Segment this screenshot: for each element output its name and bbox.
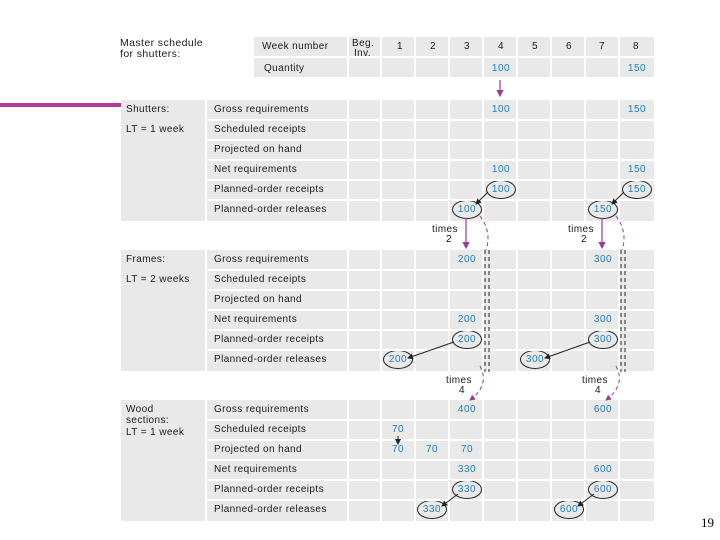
week-7: 7 bbox=[599, 41, 605, 52]
wood-onhand-wk3: 70 bbox=[460, 444, 474, 455]
week-2: 2 bbox=[430, 41, 436, 52]
wood-net-wk7: 600 bbox=[593, 464, 613, 475]
beg-inv-line1: Beg. bbox=[352, 38, 375, 49]
frames-lead-time: LT = 2 weeks bbox=[126, 274, 190, 285]
wood-receipts-wk7: 600 bbox=[593, 484, 613, 495]
shutters-row-releases: Planned-order releases bbox=[214, 204, 327, 215]
frames-times-label-2: times bbox=[582, 375, 608, 386]
frames-name: Frames: bbox=[126, 254, 166, 265]
shutters-releases-wk3: 100 bbox=[457, 204, 477, 215]
wood-lead-time: LT = 1 week bbox=[126, 427, 185, 438]
wood-onhand-wk2: 70 bbox=[425, 444, 439, 455]
quantity-label: Quantity bbox=[264, 63, 305, 74]
wood-name-line2: sections: bbox=[126, 415, 170, 426]
shutters-gross-wk8: 150 bbox=[627, 104, 647, 115]
wood-row-net: Net requirements bbox=[214, 464, 298, 475]
shutters-lead-time: LT = 1 week bbox=[126, 124, 185, 135]
dashed-link-wk3 bbox=[480, 216, 488, 250]
wood-gross-wk3: 400 bbox=[457, 404, 477, 415]
wood-name-line1: Wood bbox=[126, 404, 154, 415]
beg-inv-line2: Inv. bbox=[354, 48, 371, 59]
frames-times-factor: 4 bbox=[459, 385, 465, 396]
frames-net-wk7: 300 bbox=[593, 314, 613, 325]
shutters-net-wk8: 150 bbox=[627, 164, 647, 175]
week-8: 8 bbox=[633, 41, 639, 52]
shutters-row-scheduled: Scheduled receipts bbox=[214, 124, 307, 135]
week-4: 4 bbox=[498, 41, 504, 52]
shutters-receipts-wk8: 150 bbox=[627, 184, 647, 195]
frames-row-onhand: Projected on hand bbox=[214, 294, 302, 305]
week-3: 3 bbox=[464, 41, 470, 52]
frames-net-wk3: 200 bbox=[457, 314, 477, 325]
frames-gross-wk3: 200 bbox=[457, 254, 477, 265]
shutters-times-label-2: times bbox=[568, 224, 594, 235]
wood-receipts-wk3: 330 bbox=[457, 484, 477, 495]
frames-row-scheduled: Scheduled receipts bbox=[214, 274, 307, 285]
arrow-frames-to-wood-wk7 bbox=[606, 366, 619, 400]
wood-row-onhand: Projected on hand bbox=[214, 444, 302, 455]
week-1: 1 bbox=[397, 41, 403, 52]
quantity-week-8: 150 bbox=[627, 63, 647, 74]
shutters-receipts-wk4: 100 bbox=[491, 184, 511, 195]
shutters-times-factor-2: 2 bbox=[581, 234, 587, 245]
page-number: 19 bbox=[701, 515, 714, 530]
frames-row-receipts: Planned-order receipts bbox=[214, 334, 324, 345]
shutters-row-gross: Gross requirements bbox=[214, 104, 310, 115]
wood-row-gross: Gross requirements bbox=[214, 404, 310, 415]
shutters-row-onhand: Projected on hand bbox=[214, 144, 302, 155]
wood-gross-wk7: 600 bbox=[593, 404, 613, 415]
frames-receipts-wk7: 300 bbox=[593, 334, 613, 345]
shutters-name: Shutters: bbox=[126, 104, 170, 115]
wood-releases-wk6: 600 bbox=[559, 504, 579, 515]
wood-scheduled-wk1: 70 bbox=[391, 424, 405, 435]
frames-releases-wk5: 300 bbox=[525, 354, 545, 365]
dashed-link-wk7 bbox=[616, 216, 624, 250]
frames-row-releases: Planned-order releases bbox=[214, 354, 327, 365]
frames-times-label: times bbox=[446, 375, 472, 386]
week-6: 6 bbox=[566, 41, 572, 52]
shutters-releases-wk7: 150 bbox=[593, 204, 613, 215]
shutters-row-receipts: Planned-order receipts bbox=[214, 184, 324, 195]
master-title-line2: for shutters: bbox=[120, 48, 181, 60]
shutters-gross-wk4: 100 bbox=[491, 104, 511, 115]
wood-onhand-wk1: 70 bbox=[391, 444, 405, 455]
frames-gross-wk7: 300 bbox=[593, 254, 613, 265]
shutters-times-label: times bbox=[432, 224, 458, 235]
week-number-label: Week number bbox=[262, 41, 329, 52]
wood-releases-wk2: 330 bbox=[422, 504, 442, 515]
shutters-row-net: Net requirements bbox=[214, 164, 298, 175]
wood-row-releases: Planned-order releases bbox=[214, 504, 327, 515]
week-5: 5 bbox=[532, 41, 538, 52]
shutters-net-wk4: 100 bbox=[491, 164, 511, 175]
quantity-week-4: 100 bbox=[491, 63, 511, 74]
frames-releases-wk1: 200 bbox=[388, 354, 408, 365]
shutters-times-factor: 2 bbox=[446, 234, 452, 245]
wood-net-wk3: 330 bbox=[457, 464, 477, 475]
wood-row-receipts: Planned-order receipts bbox=[214, 484, 324, 495]
frames-row-gross: Gross requirements bbox=[214, 254, 310, 265]
frames-times-factor-2: 4 bbox=[595, 385, 601, 396]
frames-receipts-wk3: 200 bbox=[457, 334, 477, 345]
master-title-line1: Master schedule bbox=[120, 37, 204, 49]
frames-row-net: Net requirements bbox=[214, 314, 298, 325]
wood-row-scheduled: Scheduled receipts bbox=[214, 424, 307, 435]
arrow-frames-to-wood-wk3 bbox=[470, 366, 483, 400]
